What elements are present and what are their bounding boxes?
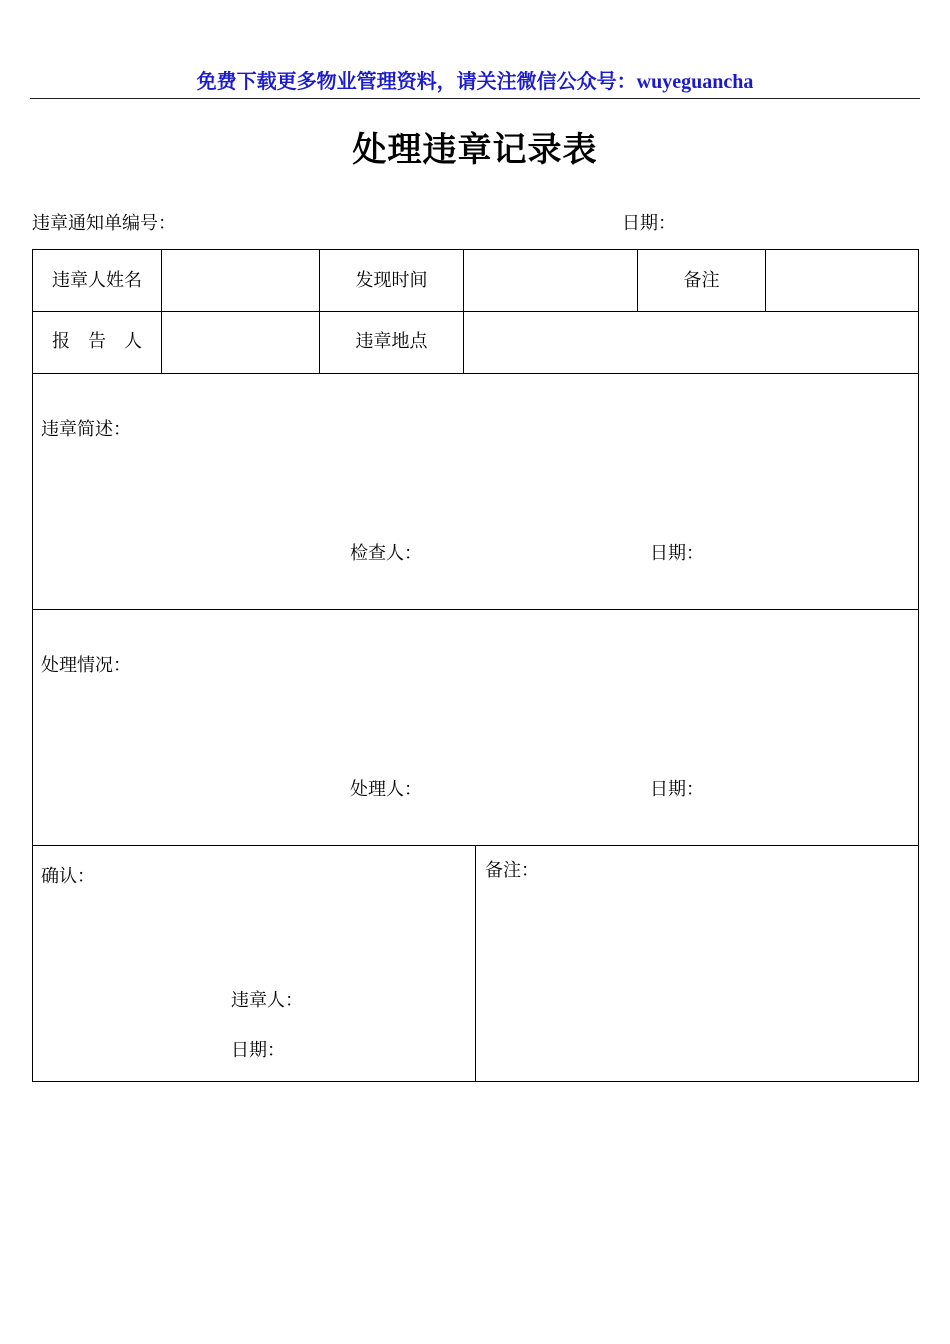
confirm-date-label: 日期： [231,1040,285,1061]
remark-field[interactable] [766,250,918,311]
found-time-label: 发现时间 [355,270,428,291]
remarks-label: 备注： [485,860,539,881]
location-field[interactable] [464,312,918,373]
violator-name-field[interactable] [162,250,319,311]
description-label: 违章简述： [41,419,131,440]
violator-name-label: 违章人姓名 [52,270,142,291]
header-divider [30,98,920,99]
header-banner: 免费下载更多物业管理资料，请关注微信公众号：wuyeguancha [196,71,754,93]
inspection-date-label: 日期： [650,543,704,564]
handling-label: 处理情况： [41,655,131,676]
remarks-field[interactable] [485,887,911,1073]
reporter-field[interactable] [162,312,319,373]
found-time-field[interactable] [464,250,637,311]
violator-sign-label: 违章人： [231,990,303,1011]
reporter-label: 报 告 人 [52,331,142,352]
handling-field[interactable] [41,682,911,772]
location-label: 违章地点 [355,331,428,352]
notice-number-label: 违章通知单编号： [32,213,176,234]
handler-label: 处理人： [350,779,422,800]
page-title: 处理违章记录表 [352,130,598,170]
top-date-label: 日期： [622,213,676,234]
remark-label: 备注 [683,270,720,291]
violation-record-form [32,249,919,1082]
confirm-label: 确认： [41,866,95,887]
inspector-label: 检查人： [350,543,422,564]
row-divider-3 [33,609,918,610]
col-divider-bottom [475,845,476,1081]
description-field[interactable] [41,446,911,536]
confirm-field[interactable] [41,893,469,983]
row-divider-2 [33,373,918,374]
handling-date-label: 日期： [650,779,704,800]
